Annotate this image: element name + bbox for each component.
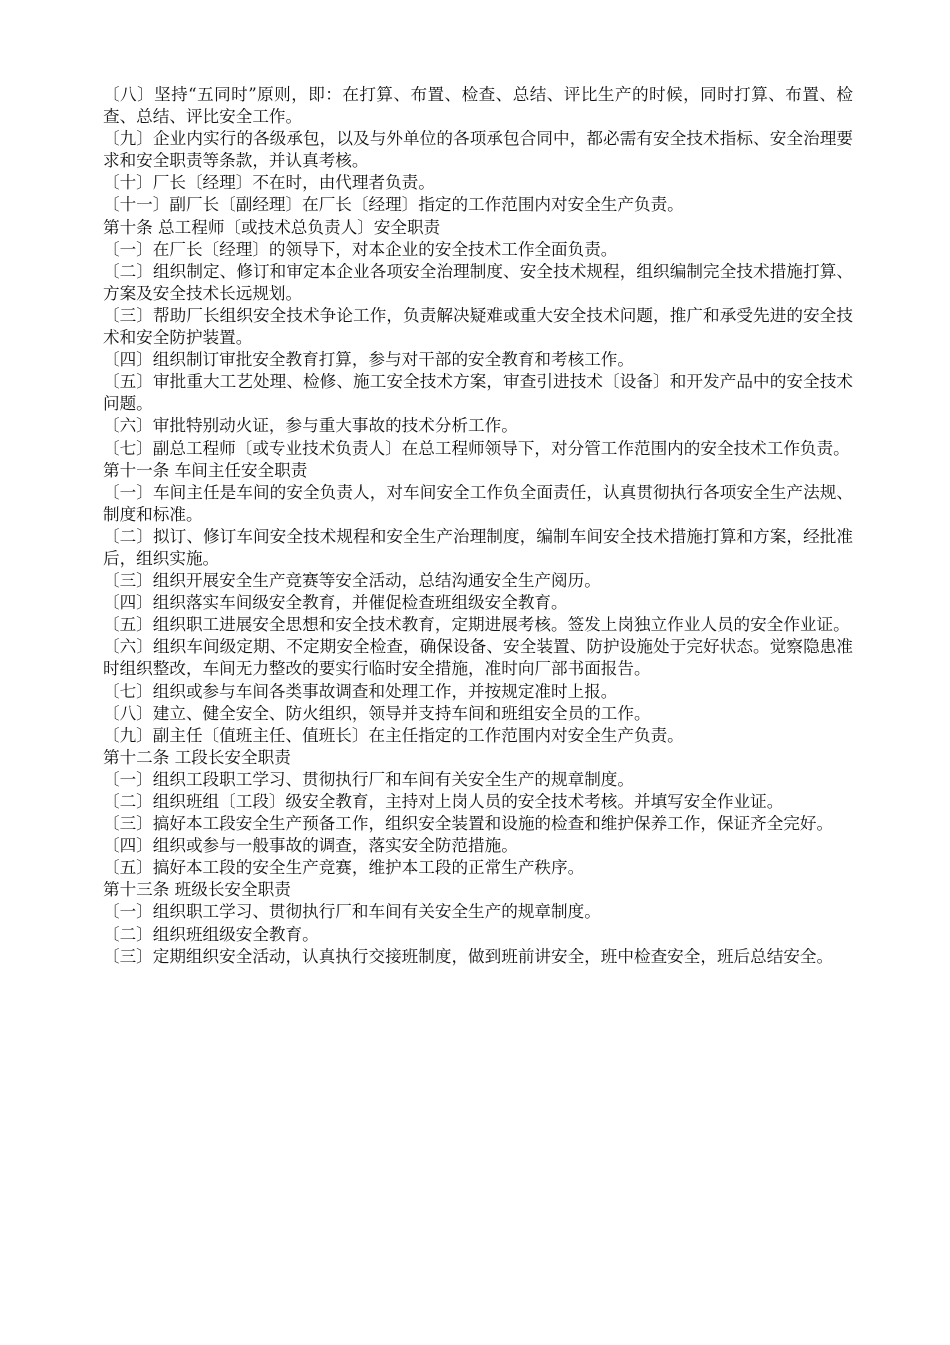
article-13-item-1: 〔一〕组织职工学习、贯彻执行厂和车间有关安全生产的规章制度。 — [103, 902, 601, 922]
article-10-heading: 第十条 总工程师〔或技术总负责人〕安全职责 — [103, 217, 441, 237]
article-11-heading: 第十一条 车间主任安全职责 — [103, 460, 308, 480]
article-10-item-6: 〔六〕审批特别动火证，参与重大事故的技术分析工作。 — [103, 416, 518, 436]
article-11-item-6: 〔六〕组织车间级定期、不定期安全检查，确保设备、安全装置、防护设施处于完好状态。觉察隐患准时组织整改，车间无力整改的要实行临时安全措施，准时向厂部书面报告。 — [103, 637, 853, 679]
article-13-heading: 第十三条 班级长安全职责 — [103, 880, 291, 900]
article-10-item-7: 〔七〕副总工程师〔或专业技术负责人〕在总工程师领导下，对分管工作范围内的安全技术工作负责。 — [103, 438, 850, 458]
article-10-item-4: 〔四〕组织制订审批安全教育打算，参与对干部的安全教育和考核工作。 — [103, 350, 634, 370]
article-10-item-3: 〔三〕帮助厂长组织安全技术争论工作，负责解决疑难或重大安全技术问题，推广和承受先进的安全技术和安全防护装置。 — [103, 305, 853, 348]
article-12-item-5: 〔五〕搞好本工段的安全生产竞赛，维护本工段的正常生产秩序。 — [103, 858, 585, 878]
article-11-item-5: 〔五〕组织职工进展安全思想和安全技术教育，定期进展考核。签发上岗独立作业人员的安全作业证。 — [103, 615, 850, 635]
article-11-item-1: 〔一〕车间主任是车间的安全负责人，对车间安全工作负全面责任，认真贯彻执行各项安全生产法规、制度和标准。 — [103, 482, 853, 524]
article-10-item-5: 〔五〕审批重大工艺处理、检修、施工安全技术方案，审查引进技术〔设备〕和开发产品中的安全技术问题。 — [103, 372, 853, 414]
article-12-item-4: 〔四〕组织或参与一般事故的调查，落实安全防范措施。 — [103, 836, 518, 856]
article-11-item-3: 〔三〕组织开展安全生产竞赛等安全活动，总结沟通安全生产阅历。 — [103, 571, 601, 591]
clause-9-contracting: 〔九〕企业内实行的各级承包，以及与外单位的各项承包合同中，都必需有安全技术指标、安全治理要求和安全职责等条款，并认真考核。 — [103, 129, 853, 171]
article-10-item-1: 〔一〕在厂长〔经理〕的领导下，对本企业的安全技术工作全面负责。 — [103, 239, 618, 259]
clause-8-five-simultaneous: 〔八〕坚持“五同时”原则，即：在打算、布置、检查、总结、评比生产的时候，同时打算、布置、检查、总结、评比安全工作。 — [103, 85, 853, 127]
article-12-heading: 第十二条 工段长安全职责 — [103, 747, 291, 767]
document-body — [103, 84, 853, 968]
article-11-item-8: 〔八〕建立、健全安全、防火组织，领导并支持车间和班组安全员的工作。 — [103, 703, 651, 723]
article-11-item-2: 〔二〕拟订、修订车间安全技术规程和安全生产治理制度，编制车间安全技术措施打算和方案，经批准后，组织实施。 — [103, 526, 853, 568]
article-11-item-9: 〔九〕副主任〔值班主任、值班长〕在主任指定的工作范围内对安全生产负责。 — [103, 725, 684, 745]
article-10-item-2: 〔二〕组织制定、修订和审定本企业各项安全治理制度、安全技术规程，组织编制完全技术措施打算、方案及安全技术长远规划。 — [103, 261, 853, 303]
article-13-item-2: 〔二〕组织班组级安全教育。 — [103, 924, 319, 944]
clause-10-deputy-in-absence: 〔十〕厂长〔经理〕不在时，由代理者负责。 — [103, 173, 435, 193]
article-12-item-3: 〔三〕搞好本工段安全生产预备工作，组织安全装置和设施的检查和维护保养工作，保证齐全完好。 — [103, 814, 834, 834]
article-11-item-4: 〔四〕组织落实车间级安全教育，并催促检查班组级安全教育。 — [103, 593, 568, 613]
article-12-item-1: 〔一〕组织工段职工学习、贯彻执行厂和车间有关安全生产的规章制度。 — [103, 769, 634, 789]
article-13-item-3: 〔三〕定期组织安全活动，认真执行交接班制度，做到班前讲安全，班中检查安全，班后总结安全。 — [103, 946, 834, 966]
clause-11-vice-director: 〔十一〕副厂长〔副经理〕在厂长〔经理〕指定的工作范围内对安全生产负责。 — [103, 195, 684, 215]
article-12-item-2: 〔二〕组织班组〔工段〕级安全教育，主持对上岗人员的安全技术考核。并填写安全作业证。 — [103, 792, 784, 811]
article-11-item-7: 〔七〕组织或参与车间各类事故调查和处理工作，并按规定准时上报。 — [103, 681, 618, 701]
